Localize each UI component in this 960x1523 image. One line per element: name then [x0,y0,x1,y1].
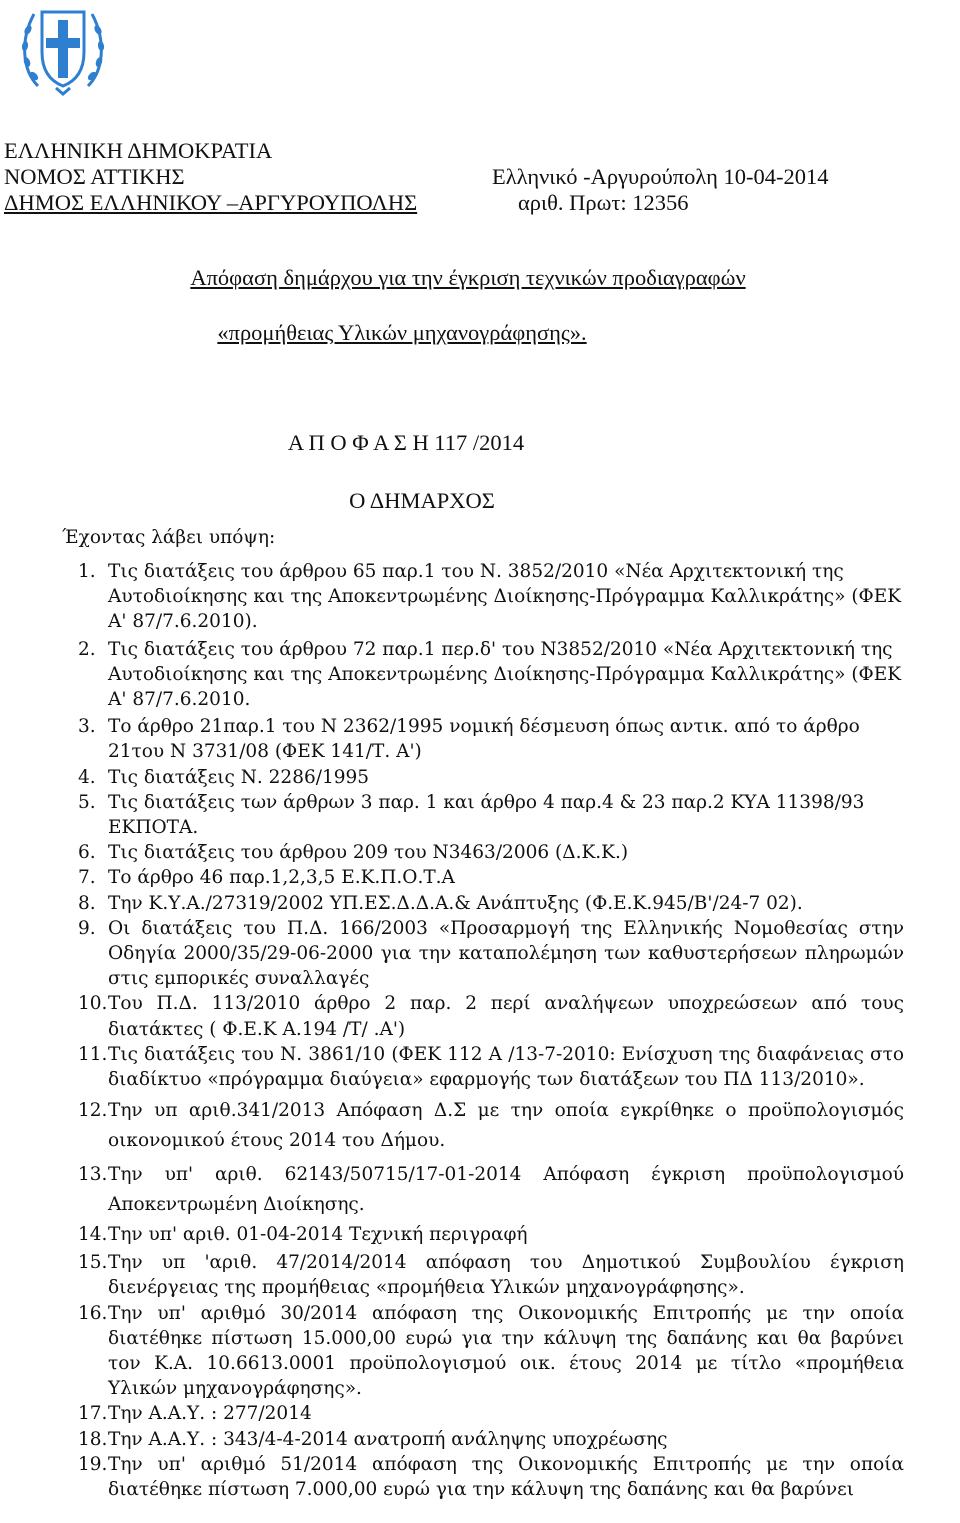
list-item [78,991,904,1041]
list-item [78,1042,904,1092]
header-place-date: Ελληνικό -Αργυρούπολη 10-04-2014 [492,164,829,189]
header-prefecture: ΝΟΜΟΣ ΑΤΤΙΚΗΣ [4,164,185,189]
item-number: 5. [78,791,96,813]
list-item [78,1452,904,1502]
item-number: 10. [78,993,108,1015]
list-item [78,891,904,916]
greek-emblem-icon [18,0,108,98]
item-text: Την υπ' αριθμό 51/2014 απόφαση της Οικονομικής Επιτροπής με την οποία διατέθηκε πίστωση 7.000,00 ευρώ για την κάλυψη της δαπάνης και θα βαρύνει [108,1453,904,1501]
item-number: 16. [78,1302,108,1324]
list-item [78,916,904,992]
item-text: Την Κ.Υ.Α./27319/2002 ΥΠ.ΕΣ.Δ.Δ.Α.& Ανάπτυξης (Φ.Ε.Κ.945/Β'/24-7 02). [108,892,803,914]
item-number: 2. [78,638,96,660]
list-item [78,1301,904,1402]
item-number: 19. [78,1453,108,1475]
item-text: Τις διατάξεις του Ν. 3861/10 (ΦΕΚ 112 Α /13-7-2010: Ενίσχυση της διαφάνειας στο διαδίκτυο «πρόγραμμα διαύγεια» εφαρμογής των διατάξεων του ΠΔ 113/2010». [108,1043,904,1091]
item-text: Το άρθρο 46 παρ.1,2,3,5 Ε.Κ.Π.Ο.Τ.Α [108,867,455,889]
list-item [78,1220,904,1250]
list-item [78,714,904,764]
item-number: 14. [78,1224,108,1246]
list-item [78,790,904,840]
item-text: Του Π.Δ. 113/2010 άρθρο 2 παρ. 2 περί αναλήψεων υποχρεώσεων από τους διατάκτες ( Φ.Ε.Κ Α.194 /Τ/ .Α') [108,993,904,1040]
item-text: Τις διατάξεις του άρθρου 65 παρ.1 του Ν. 3852/2010 «Νέα Αρχιτεκτονική της Αυτοδιοίκησης και της Αποκεντρωμένης Διοίκησης-Πρόγραμμα Καλλικράτης» (ΦΕΚ Α' 87/7.6.2010). [108,561,902,633]
item-text: Την Α.Α.Υ. : 343/4-4-2014 ανατροπή ανάληψης υποχρέωσης [108,1428,668,1450]
item-number: 7. [78,867,96,889]
mayor-title: Ο ΔΗΜΑΡΧΟΣ [349,488,495,513]
list-item [78,1250,904,1300]
item-number: 18. [78,1428,108,1450]
item-text: Την υπ' αριθ. 01-04-2014 Τεχνική περιγραφή [108,1224,528,1246]
item-number: 6. [78,842,96,864]
header-municipality: ΔΗΜΟΣ ΕΛΛΗΝΙΚΟΥ –ΑΡΓΥΡΟΥΠΟΛΗΣ [4,190,418,215]
list-item [78,1401,904,1426]
item-text: Την υπ αριθ.341/2013 Απόφαση Δ.Σ με την οποία εγκρίθηκε ο προϋπολογισμός οικονομικού έτους 2014 του Δήμου. [108,1100,904,1152]
item-number: 1. [78,561,96,582]
item-text: Οι διατάξεις του Π.Δ. 166/2003 «Προσαρμογή της Ελληνικής Νομοθεσίας στην Οδηγία 2000/35/29-06-2000 για την καταπολέμηση των καθυστερήσεων πληρωμών στις εμπορικές συναλλαγές [108,917,904,990]
item-text: Την Α.Α.Υ. : 277/2014 [108,1403,312,1425]
item-number: 17. [78,1403,108,1425]
list-item [78,1160,904,1220]
item-number: 9. [78,917,96,939]
item-number: 12. [78,1100,108,1122]
item-text: Τις διατάξεις του άρθρου 72 παρ.1 περ.δ' του Ν3852/2010 «Νέα Αρχιτεκτονική της Αυτοδιοίκησης και της Αποκεντρωμένης Διοίκησης-Πρόγραμμα Καλλικράτης» (ΦΕΚ Α' 87/7.6.2010. [108,638,902,711]
item-text: Την υπ' αριθ. 62143/50715/17-01-2014 Απόφαση έγκριση προϋπολογισμού Αποκεντρωμένη Διοίκησης. [108,1164,904,1216]
list-item [78,1427,904,1452]
list-item [78,559,904,635]
item-number: 4. [78,766,96,788]
item-text: Τις διατάξεις των άρθρων 3 παρ. 1 και άρθρο 4 παρ.4 & 23 παρ.2 ΚΥΑ 11398/93 ΕΚΠΟΤΑ. [108,791,865,839]
list-item [78,865,904,890]
decision-title: Α Π Ο Φ Α Σ Η 117 /2014 [287,430,525,455]
item-number: 15. [78,1252,108,1274]
item-text: Το άρθρο 21παρ.1 του Ν 2362/1995 νομική δέσμευση όπως αντικ. από το άρθρο 21του Ν 3731/08 (ΦΕΚ 141/Τ. Α') [108,716,860,763]
item-number: 3. [78,716,96,738]
subject-line-1: Απόφαση δημάρχου για την έγκριση τεχνικών προδιαγραφών [190,265,746,290]
item-text: Τις διατάξεις του άρθρου 209 του Ν3463/2006 (Δ.Κ.Κ.) [108,842,629,864]
item-number: 8. [78,892,96,914]
item-text: Την υπ' αριθμό 30/2014 απόφαση της Οικονομικής Επιτροπής με την οποία διατέθηκε πίστωση 15.000,00 ευρώ για την κάλυψη της δαπάνης και θα βαρύνει τον Κ.Α. 10.6613.0001 προϋπολογισμού οικ. έτους 2014 με τίτλο «προμήθεια Υλικών μηχανογράφησης». [108,1302,904,1400]
header-protocol-number: αριθ. Πρωτ: 12356 [518,190,689,215]
item-number: 11. [78,1043,108,1065]
list-item [78,637,904,713]
subject-line-2: «προμήθειας Υλικών μηχανογράφησης». [217,320,587,345]
list-item [78,765,904,790]
considerations-intro: Έχοντας λάβει υπόψη: [62,527,276,548]
list-item [78,1096,904,1156]
header-republic: ΕΛΛΗΝΙΚΗ ΔΗΜΟΚΡΑΤΙΑ [4,138,273,163]
item-text: Την υπ 'αριθ. 47/2014/2014 απόφαση του Δημοτικού Συμβουλίου έγκριση διενέργειας της προμήθειας «προμήθεια Υλικών μηχανογράφησης». [108,1252,904,1299]
item-number: 13. [78,1164,108,1186]
list-item [78,840,904,865]
item-text: Τις διατάξεις Ν. 2286/1995 [108,766,370,788]
considerations-list [78,559,904,1502]
